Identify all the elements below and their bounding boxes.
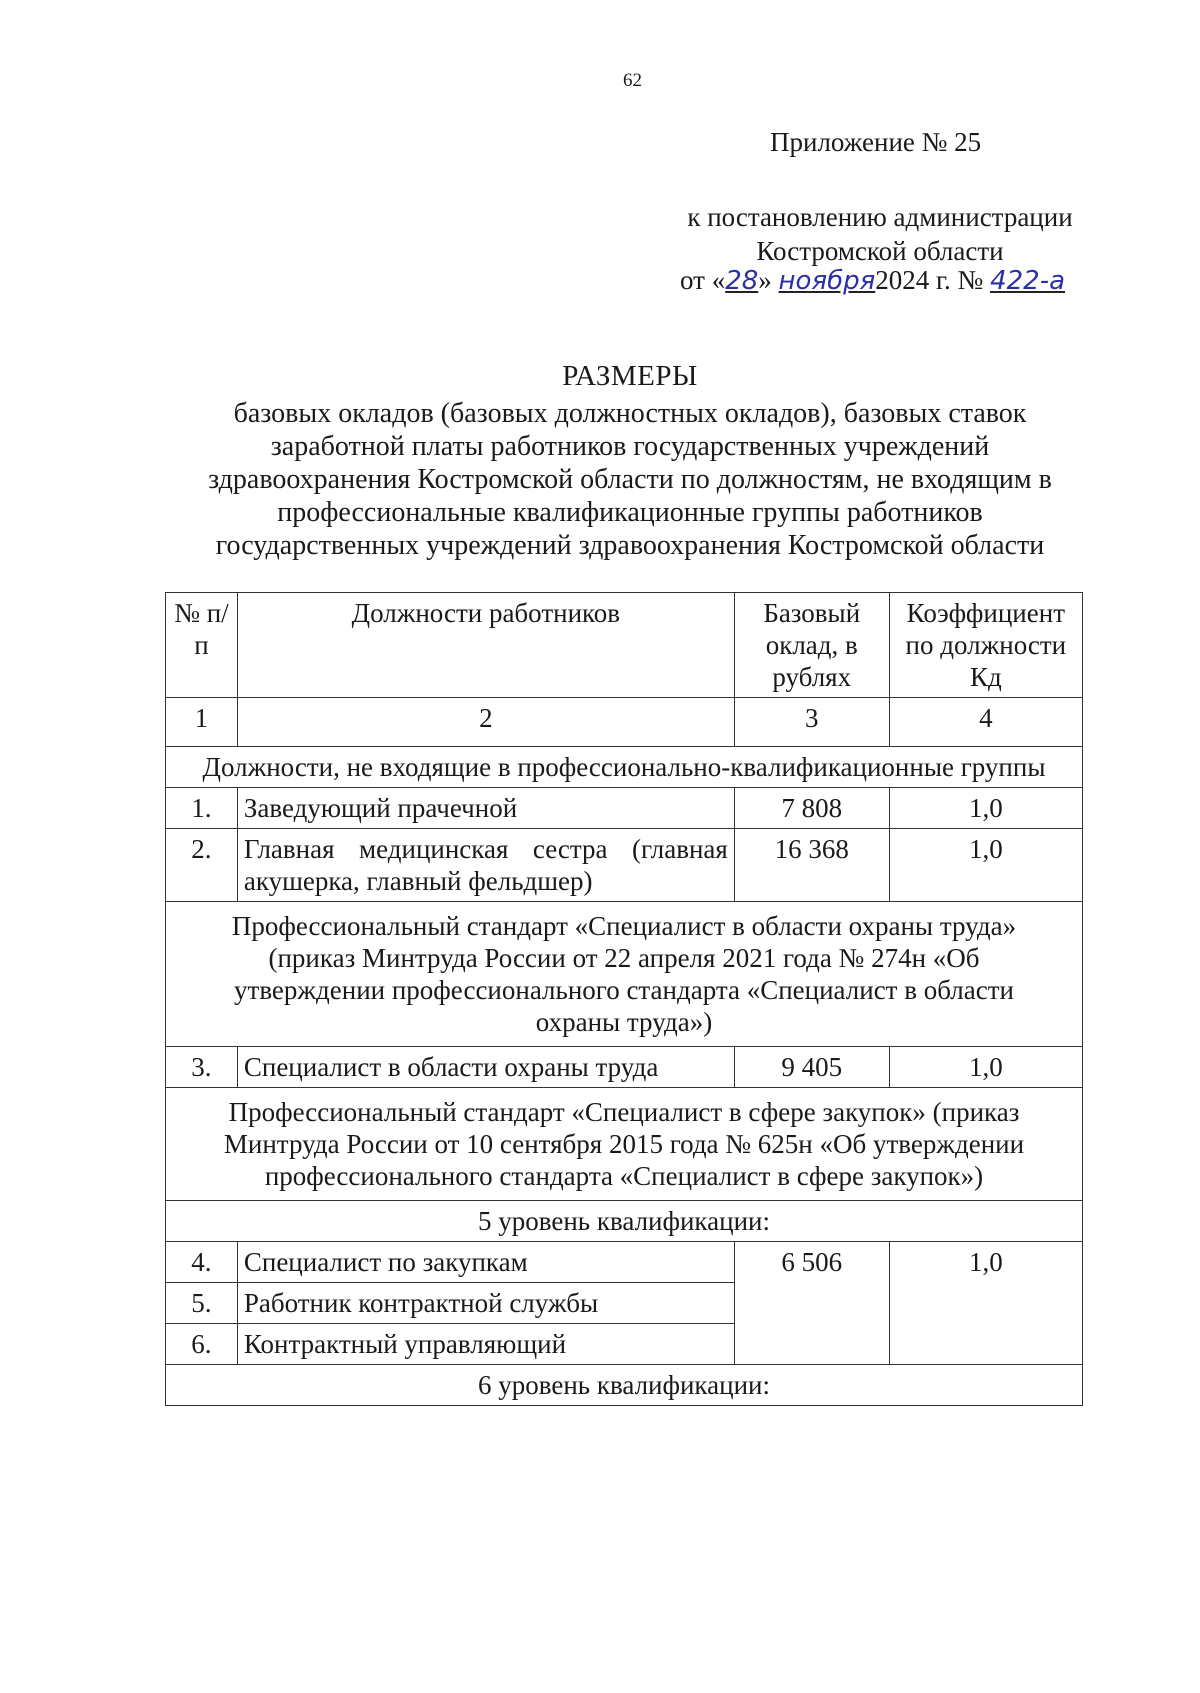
row-coefficient: 1,0 <box>889 1242 1082 1365</box>
handwritten-day: 28 <box>725 266 759 296</box>
appendix-title: Приложение № 25 <box>770 127 982 157</box>
document-heading <box>200 360 1060 562</box>
row-salary: 6 506 <box>734 1242 889 1365</box>
decree-date <box>680 265 1065 296</box>
column-number: 3 <box>734 698 889 747</box>
row-coefficient: 1,0 <box>889 829 1082 902</box>
column-number: 1 <box>166 698 238 747</box>
section-row <box>166 902 1083 1047</box>
header-position: Должности работников <box>237 593 734 698</box>
table-row <box>166 788 1083 829</box>
row-coefficient: 1,0 <box>889 788 1082 829</box>
date-mid: » <box>758 265 779 295</box>
header-salary: Базовый оклад, в рублях <box>734 593 889 698</box>
row-number: 4. <box>166 1242 238 1283</box>
column-number: 2 <box>237 698 734 747</box>
row-number: 1. <box>166 788 238 829</box>
row-number: 6. <box>166 1324 238 1365</box>
document-subtitle: базовых окладов (базовых должностных окладов), базовых ставок заработной платы работников государственных учреждений здравоохранения Костромской области по должностям, не входящим в профессиональные квалификационные группы работников государственных учреждений здравоохранения Костромской области <box>208 398 1052 561</box>
section-title: Профессиональный стандарт «Специалист в сфере закупок» (приказ Минтруда России от 10 сентября 2015 года № 625н «Об утверждении профессионального стандарта «Специалист в сфере закупок») <box>166 1088 1083 1201</box>
table-header-row <box>166 593 1083 698</box>
row-salary: 9 405 <box>734 1047 889 1088</box>
section-title: Профессиональный стандарт «Специалист в области охраны труда» (приказ Минтруда России от 22 апреля 2021 года № 274н «Об утверждении профессионального стандарта «Специалист в области охраны труда») <box>166 902 1083 1047</box>
header-coefficient: Коэффициент по должности Кд <box>889 593 1082 698</box>
decree-line-1: к постановлению администрации <box>687 202 1073 232</box>
row-salary: 16 368 <box>734 829 889 902</box>
row-position: Главная медицинская сестра (главная акушерка, главный фельдшер) <box>237 829 734 902</box>
section-title: Должности, не входящие в профессионально-квалификационные группы <box>166 747 1083 788</box>
row-position: Заведующий прачечной <box>237 788 734 829</box>
section-row <box>166 1088 1083 1201</box>
qualification-level: 5 уровень квалификации: <box>166 1201 1083 1242</box>
table-row <box>166 829 1083 902</box>
row-number: 5. <box>166 1283 238 1324</box>
row-number: 3. <box>166 1047 238 1088</box>
qualification-level: 6 уровень квалификации: <box>166 1365 1083 1406</box>
row-coefficient: 1,0 <box>889 1047 1082 1088</box>
table-row <box>166 1047 1083 1088</box>
table-row <box>166 1242 1083 1283</box>
salary-table <box>165 592 1083 1406</box>
decree-reference <box>660 200 1200 268</box>
level-row <box>166 1201 1083 1242</box>
row-number: 2. <box>166 829 238 902</box>
header-number: № п/п <box>166 593 238 698</box>
page-number: 62 <box>623 70 642 91</box>
handwritten-month: ноября <box>778 266 876 296</box>
date-year: 2024 г. № <box>875 265 991 295</box>
document-title: РАЗМЕРЫ <box>562 360 698 392</box>
row-position: Контрактный управляющий <box>237 1324 734 1365</box>
row-position: Специалист в области охраны труда <box>237 1047 734 1088</box>
column-number: 4 <box>889 698 1082 747</box>
decree-line-2: Костромской области <box>756 236 1004 266</box>
handwritten-number: 422-а <box>990 266 1066 296</box>
column-number-row <box>166 698 1083 747</box>
row-position: Работник контрактной службы <box>237 1283 734 1324</box>
section-row <box>166 747 1083 788</box>
date-prefix: от « <box>680 265 726 295</box>
row-position: Специалист по закупкам <box>237 1242 734 1283</box>
row-salary: 7 808 <box>734 788 889 829</box>
level-row <box>166 1365 1083 1406</box>
